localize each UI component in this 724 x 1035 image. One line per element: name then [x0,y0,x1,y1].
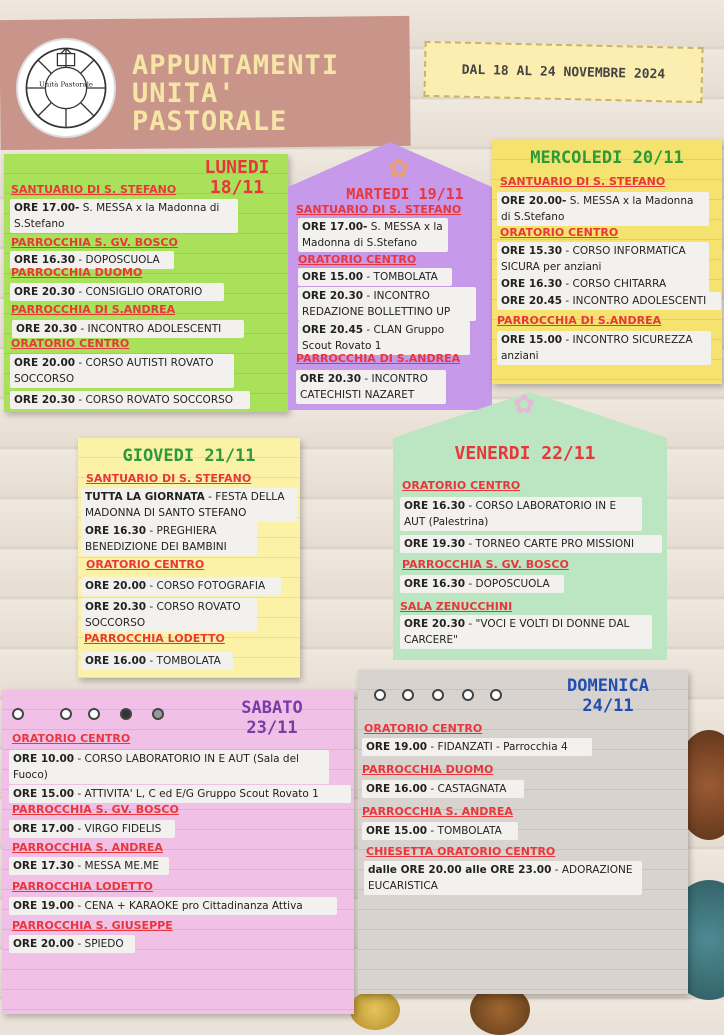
paper-hole [120,708,132,720]
event-item: ORE 20.45 - INCONTRO ADOLESCENTI [497,292,721,310]
day-title-giovedi: GIOVEDI 21/11 [122,446,256,466]
event-item: ORE 20.30 - INCONTRO CATECHISTI NAZARET [296,370,446,404]
location-label: SALA ZENUCCHINI [400,600,513,613]
logo-text: Unità Pastorale [39,80,93,89]
event-item: ORE 17.00- S. MESSA x la Madonna di S.Stefano [10,199,238,233]
event-item: ORE 20.30 - "VOCI E VOLTI DI DONNE DAL CARCERE" [400,615,652,649]
paper-hole [402,689,414,701]
location-label: CHIESETTA ORATORIO CENTRO [366,845,556,858]
event-item: ORE 19.00 - FIDANZATI - Parrocchia 4 [362,738,592,756]
event-item: ORE 16.30 - DOPOSCUOLA [400,575,564,593]
location-label: ORATORIO CENTRO [86,558,205,571]
flower-icon: ✿ [513,390,535,420]
event-item: ORE 15.00 - INCONTRO SICUREZZA anziani [497,331,711,365]
event-item: ORE 15.00 - ATTIVITA' L, C ed E/G Gruppo Scout Rovato 1 [9,785,351,803]
paper-hole [432,689,444,701]
event-item: ORE 19.00 - CENA + KARAOKE pro Cittadinanza Attiva [9,897,337,915]
page-title [132,52,339,136]
location-label: ORATORIO CENTRO [298,253,417,266]
event-item: ORE 16.00 - CASTAGNATA [362,780,524,798]
day-title-sabato: SABATO 23/11 [241,698,303,738]
event-item: ORE 15.00 - TOMBOLATA [362,822,518,840]
location-label: ORATORIO CENTRO [402,479,521,492]
event-item: TUTTA LA GIORNATA - FESTA DELLA MADONNA DI SANTO STEFANO [81,488,297,522]
event-item: ORE 20.30 - INCONTRO ADOLESCENTI [12,320,244,338]
day-title-lunedi-text: LUNEDI 18/11 [204,157,270,198]
location-label: ORATORIO CENTRO [500,226,619,239]
event-item: ORE 16.30 - DOPOSCUOLA [10,251,174,269]
paper-hole [152,708,164,720]
event-item: ORE 15.30 - CORSO INFORMATICA SICURA per anziani [497,242,709,276]
paper-hole [490,689,502,701]
day-title-lunedi [190,158,284,198]
event-item: ORE 20.30 - CORSO ROVATO SOCCORSO [81,598,257,632]
day-title-martedi: MARTEDI 19/11 [346,185,464,203]
paper-hole [60,708,72,720]
event-item: ORE 20.30 - CONSIGLIO ORATORIO [10,283,224,301]
location-label: PARROCCHIA DUOMO [11,266,143,279]
paper-hole [462,689,474,701]
event-item: ORE 20.30 - CORSO ROVATO SOCCORSO [10,391,250,409]
location-label: SANTUARIO DI S. STEFANO [500,175,666,188]
location-label: PARROCCHIA S. GV. BOSCO [12,803,179,816]
location-label: PARROCCHIA DI S.ANDREA [296,352,461,365]
location-label: SANTUARIO DI S. STEFANO [11,183,177,196]
leaf-icon [350,990,400,1030]
event-item: ORE 17.00- S. MESSA x la Madonna di S.Stefano [298,218,448,252]
flower-icon: ✿ [388,154,410,184]
day-title-venerdi: VENERDI 22/11 [454,443,596,464]
title-line-3: PASTORALE [132,106,288,137]
paper-hole [374,689,386,701]
title-line-1: APPUNTAMENTI [132,50,340,81]
event-item: dalle ORE 20.00 alle ORE 23.00 - ADORAZIONE EUCARISTICA [364,861,642,895]
event-item: ORE 17.00 - VIRGO FIDELIS [9,820,175,838]
day-title-mercoledi: MERCOLEDI 20/11 [530,148,684,168]
title-line-2: UNITA' [132,78,236,109]
location-label: PARROCCHIA DI S.ANDREA [497,314,662,327]
location-label: PARROCCHIA S. GV. BOSCO [402,558,569,571]
location-label: ORATORIO CENTRO [12,732,131,745]
event-item: ORE 20.00 - SPIEDO [9,935,135,953]
location-label: PARROCCHIA LODETTO [12,880,153,893]
event-item: ORE 20.45 - CLAN Gruppo Scout Rovato 1 [298,321,470,355]
logo-emblem-icon [23,45,109,131]
event-item: ORE 16.00 - TOMBOLATA [81,652,233,670]
event-item: ORE 19.30 - TORNEO CARTE PRO MISSIONI [400,535,662,553]
location-label: PARROCCHIA DUOMO [362,763,494,776]
event-item: ORE 15.00 - TOMBOLATA [298,268,452,286]
paper-hole [88,708,100,720]
location-label: ORATORIO CENTRO [11,337,130,350]
location-label: PARROCCHIA LODETTO [84,632,225,645]
location-label: PARROCCHIA S. GIUSEPPE [12,919,173,932]
event-item: ORE 16.30 - CORSO CHITARRA [497,275,709,293]
event-item: ORE 20.00- S. MESSA x la Madonna di S.Stefano [497,192,709,226]
date-range-text: DAL 18 AL 24 NOVEMBRE 2024 [461,62,666,82]
event-item: ORE 20.30 - INCONTRO REDAZIONE BOLLETTINO UP [298,287,476,321]
location-label: SANTUARIO DI S. STEFANO [86,472,252,485]
event-item: ORE 20.00 - CORSO FOTOGRAFIA [81,577,281,595]
location-label: SANTUARIO DI S. STEFANO [296,203,462,216]
event-item: ORE 20.00 - CORSO AUTISTI ROVATO SOCCORSO [10,354,234,388]
paper-hole [12,708,24,720]
event-item: ORE 17.30 - MESSA ME.ME [9,857,169,875]
event-item: ORE 16.30 - PREGHIERA BENEDIZIONE DEI BAMBINI [81,522,257,556]
day-title-domenica: DOMENICA 24/11 [567,676,649,716]
location-label: ORATORIO CENTRO [364,722,483,735]
location-label: PARROCCHIA S. GV. BOSCO [11,236,178,249]
location-label: PARROCCHIA DI S.ANDREA [11,303,176,316]
date-range-banner [423,41,703,103]
event-item: ORE 16.30 - CORSO LABORATORIO IN E AUT (Palestrina) [400,497,642,531]
event-item: ORE 10.00 - CORSO LABORATORIO IN E AUT (Sala del Fuoco) [9,750,329,784]
parish-logo [16,38,116,138]
location-label: PARROCCHIA S. ANDREA [362,805,513,818]
location-label: PARROCCHIA S. ANDREA [12,841,163,854]
